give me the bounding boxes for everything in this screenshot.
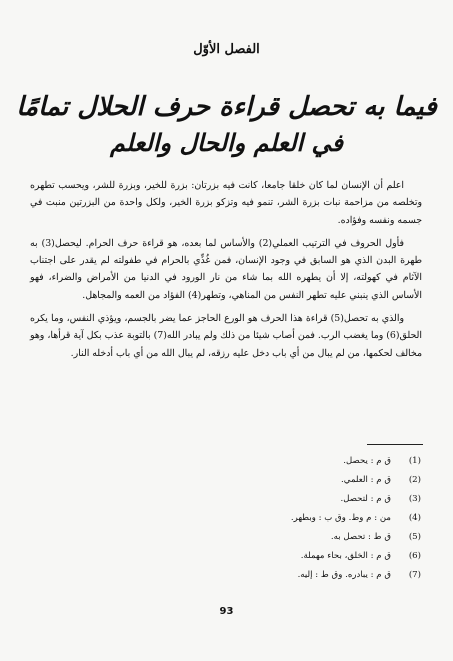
footnote-text: ق م : يبادره. وق ط : إليه. [297, 570, 391, 580]
footnote [121, 509, 421, 528]
footnote-number: (3) [408, 494, 421, 504]
footnote [121, 490, 421, 509]
footnote [121, 471, 421, 490]
paragraph: فأول الحروف في الترتيب العملي(2) والأساس لما بعده، هو قراءة حرف الحرام. ليحصل(3) به طهرة البدن الذي هو السابق في وجود الإنسان، فمن غُذِّي بالحرام في طفولته لم يقدر على اجتناب الآثام في كهولته، إلا أن يطهره الله بما شاء من نار الورود في الدنيا من الأمراض والضراء، فهو الأساس الذي ينبني عليه تطهر النفس من المناهي، وتطهر(4) الفؤاد من العمه والمجاهل. [30, 237, 422, 301]
body-text [30, 177, 422, 364]
footnote-divider [367, 444, 423, 445]
footnote-text: ق م : العلمي. [341, 475, 391, 485]
footnote-number: (4) [408, 513, 421, 523]
footnote-number: (2) [408, 475, 421, 485]
footnote-text: ق م : لتحصل. [340, 494, 391, 504]
footnote [121, 566, 421, 585]
footnote-text: ق ط : تحصل به. [330, 532, 391, 542]
footnote-number: (7) [408, 570, 421, 580]
footnote-text: ق م : يحصل. [343, 456, 391, 466]
footnote [121, 452, 421, 471]
page-number: 93 [219, 606, 234, 617]
section-title-line-1: فيما به تحصل قراءة حرف الحلال تمامًا [16, 92, 437, 122]
footnote-text: ق م : الخلق، بحاء مهملة. [300, 551, 391, 561]
footnote-number: (5) [408, 532, 421, 542]
footnote [121, 547, 421, 566]
section-title-line-2: في العلم والحال والعلم [110, 128, 343, 157]
chapter-heading: الفصل الأوّل [193, 42, 260, 57]
footnote-text: من : م وط. وق ب : وبطهر. [290, 513, 391, 523]
paragraph: والذي به تحصل(5) قراءة هذا الحرف هو الورع الحاجز عما يضر بالجسم، ويؤذي النفس، وما يكره الحلق(6) وما يغضب الرب. فمن أصاب شيئا من ذلك ولم يبادر الله(7) بالتوبة عذب بكل آية قرأها، وهو مخالف لحكمها، من لم يبال من أي باب دخل عليه رزقه، لم يبال الله من أي باب أدخله النار. [30, 313, 422, 359]
footnote-number: (1) [408, 456, 421, 466]
footnote-number: (6) [408, 551, 421, 561]
footnotes [121, 452, 421, 585]
footnote [121, 528, 421, 547]
paragraph: اعلم أن الإنسان لما كان خلقا جامعا، كانت فيه بزرتان: بزرة للخير، وبزرة للشر، ويحسب تطهره وتخلصه من مزاحمة نبات بزرة الشر، تنمو فيه وتزكو بزرة الخير، ولكل واحدة من البزرتين منبت في جسمه ونفسه وفؤاده. [30, 180, 422, 226]
